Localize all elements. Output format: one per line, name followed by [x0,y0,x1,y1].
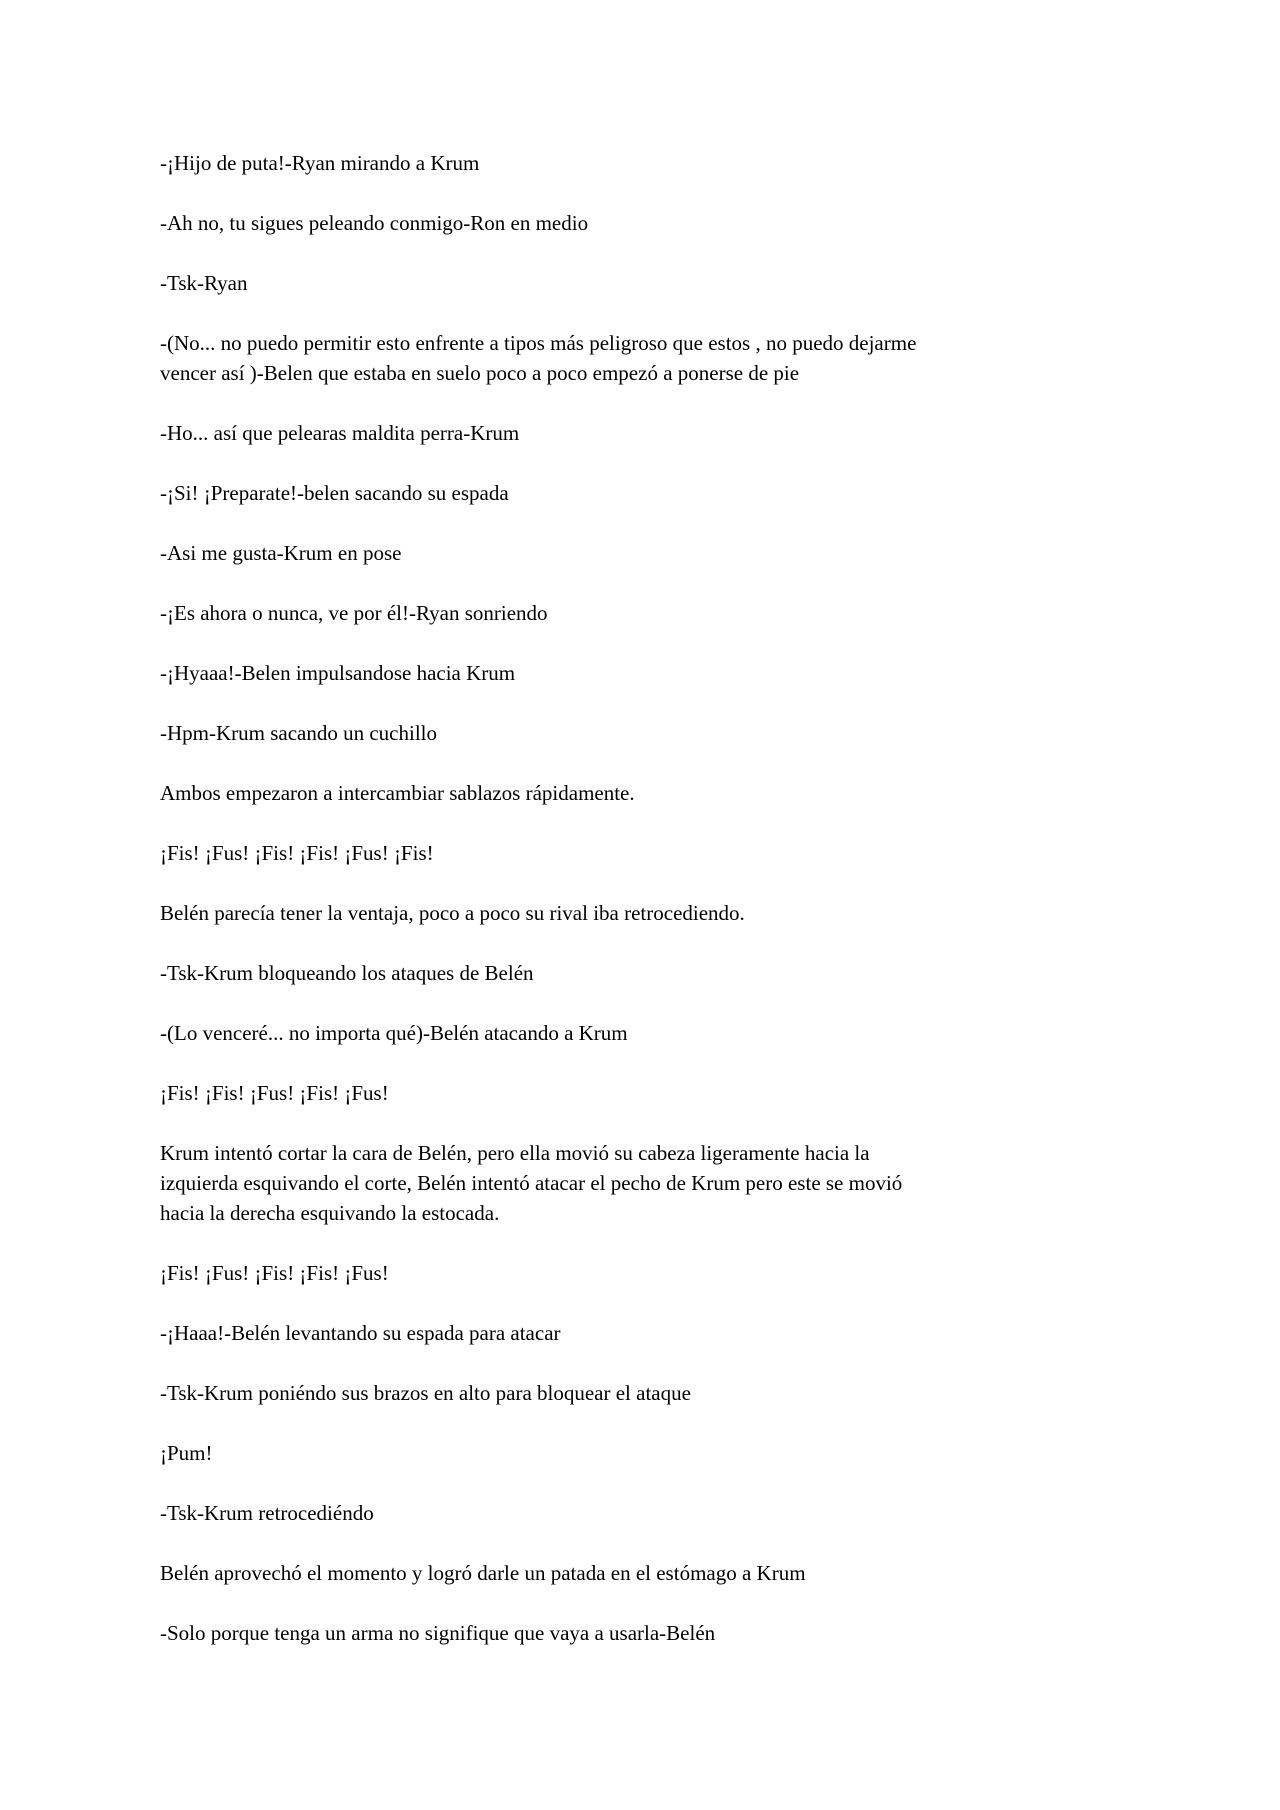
paragraph-dialogue-15: -(Lo venceré... no importa qué)-Belén atacando a Krum [160,1021,628,1045]
paragraph-sfx-18: ¡Fis! ¡Fus! ¡Fis! ¡Fis! ¡Fus! [160,1261,389,1285]
paragraph-dialogue-09: -¡Hyaaa!-Belen impulsandose hacia Krum [160,661,516,685]
paragraph-dialogue-14: -Tsk-Krum bloqueando los ataques de Belén [160,961,534,985]
document-text-block [160,148,930,1678]
paragraph-sfx-12: ¡Fis! ¡Fus! ¡Fis! ¡Fis! ¡Fus! ¡Fis! [160,841,434,865]
paragraph-dialogue-05: -Ho... así que pelearas maldita perra-Krum [160,421,520,445]
paragraph-dialogue-24: -Solo porque tenga un arma no signifique que vaya a usarla-Belén [160,1621,716,1645]
paragraph-sfx-21: ¡Pum! [160,1441,213,1465]
paragraph-narration-13: Belén parecía tener la ventaja, poco a poco su rival iba retrocediendo. [160,901,745,925]
paragraph-dialogue-20: -Tsk-Krum poniéndo sus brazos en alto para bloquear el ataque [160,1381,691,1405]
paragraph-dialogue-08: -¡Es ahora o nunca, ve por él!-Ryan sonriendo [160,601,548,625]
paragraph-dialogue-07: -Asi me gusta-Krum en pose [160,541,402,565]
paragraph-dialogue-02: -Ah no, tu sigues peleando conmigo-Ron en medio [160,211,589,235]
paragraph-dialogue-19: -¡Haaa!-Belén levantando su espada para atacar [160,1321,561,1345]
paragraph-dialogue-01: -¡Hijo de puta!-Ryan mirando a Krum [160,151,480,175]
paragraph-dialogue-22: -Tsk-Krum retrocediéndo [160,1501,374,1525]
paragraph-sfx-16: ¡Fis! ¡Fis! ¡Fus! ¡Fis! ¡Fus! [160,1081,389,1105]
paragraph-dialogue-10: -Hpm-Krum sacando un cuchillo [160,721,438,745]
paragraph-dialogue-06: -¡Si! ¡Preparate!-belen sacando su espada [160,481,509,505]
paragraph-narration-17: Krum intentó cortar la cara de Belén, pero ella movió su cabeza ligeramente hacia la izquierda esquivando el corte, Belén intentó atacar el pecho de Krum pero este se movió hacia la derecha esquivando la estocada. [160,1141,903,1225]
paragraph-dialogue-03: -Tsk-Ryan [160,271,248,295]
paragraph-narration-11: Ambos empezaron a intercambiar sablazos rápidamente. [160,781,635,805]
paragraph-dialogue-04: -(No... no puedo permitir esto enfrente a tipos más peligroso que estos , no puedo dejarme vencer así )-Belen que estaba en suelo poco a poco empezó a ponerse de pie [160,331,917,385]
paragraph-narration-23: Belén aprovechó el momento y logró darle un patada en el estómago a Krum [160,1561,806,1585]
